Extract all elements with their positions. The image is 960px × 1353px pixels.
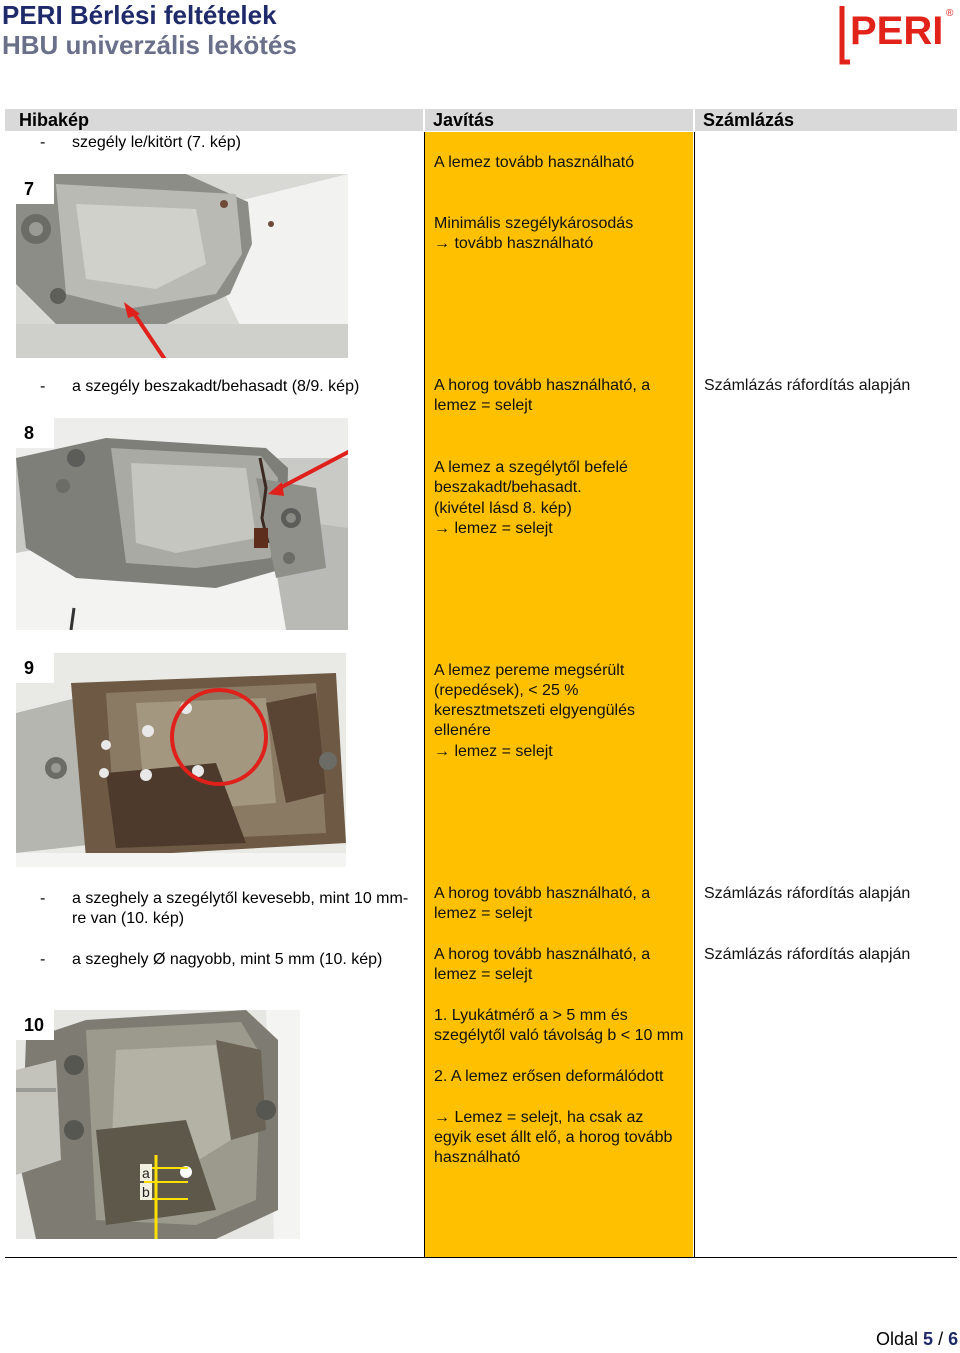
column-divider [694, 132, 695, 1258]
photo-7-number: 7 [16, 174, 54, 204]
fix-text: → tovább használható [434, 235, 594, 252]
billing-text: Számlázás ráfordítás alapján [704, 885, 911, 902]
photo-8-number: 8 [16, 418, 54, 448]
photo-9-number: 9 [16, 653, 54, 683]
logo-text: PERI [850, 9, 944, 53]
fix-text: Minimális szegélykárosodás [434, 215, 634, 232]
photo-10 [16, 1010, 300, 1239]
logo-registered-mark: ® [946, 8, 954, 19]
billing-text: Számlázás ráfordítás alapján [704, 946, 911, 963]
page-number: Oldal 5 / 6 [876, 1329, 959, 1349]
column-header-fault: Hibakép [5, 109, 423, 131]
fix-text: A horog tovább használható, a lemez = selejt [434, 946, 651, 983]
fix-text: (kivétel lásd 8. kép) [434, 500, 572, 517]
fix-text: A lemez pereme megsérült (repedések), < 25 % keresztmetszeti elgyengülés ellenére [434, 662, 635, 739]
page-title: PERI Bérlési feltételek [2, 0, 277, 30]
photo-10-number: 10 [16, 1010, 54, 1040]
photo-8 [16, 418, 348, 630]
fix-text: A horog tovább használható, a lemez = selejt [434, 885, 651, 922]
fix-text: 2. A lemez erősen deformálódott [434, 1068, 664, 1085]
fault-item: - a szeghely Ø nagyobb, mint 5 mm (10. kép) [40, 951, 383, 968]
table-bottom-border [5, 1257, 957, 1258]
photo-10-mark-b: b [142, 1184, 150, 1200]
fix-text: A horog tovább használható, a lemez = selejt [434, 377, 651, 414]
column-header-billing: Számlázás [695, 109, 957, 131]
fix-text: 1. Lyukátmérő a > 5 mm és szegélytől való távolság b < 10 mm [434, 1007, 684, 1044]
fault-item: - szegély le/kitört (7. kép) [40, 134, 241, 151]
photo-10-mark-a: a [142, 1165, 150, 1181]
page-subtitle: HBU univerzális lekötés [2, 30, 297, 60]
fix-text: A lemez tovább használható [434, 154, 635, 171]
fix-text: → Lemez = selejt, ha csak az egyik eset állt elő, a horog tovább használható [434, 1109, 673, 1166]
billing-text: Számlázás ráfordítás alapján [704, 377, 911, 394]
fault-item: - a szegély beszakadt/behasadt (8/9. kép) [40, 378, 360, 395]
column-divider [424, 132, 425, 1258]
fault-item: - a szeghely a szegélytől kevesebb, mint 10 mm-re van (10. kép) [40, 890, 409, 927]
fix-text: A lemez a szegélytől befelé beszakadt/behasadt. [434, 459, 628, 496]
photo-9 [16, 653, 346, 867]
photo-7 [16, 174, 348, 358]
fix-text: → lemez = selejt [434, 743, 553, 760]
fix-text: → lemez = selejt [434, 520, 553, 537]
peri-logo [836, 2, 954, 66]
column-header-fix: Javítás [425, 109, 693, 131]
